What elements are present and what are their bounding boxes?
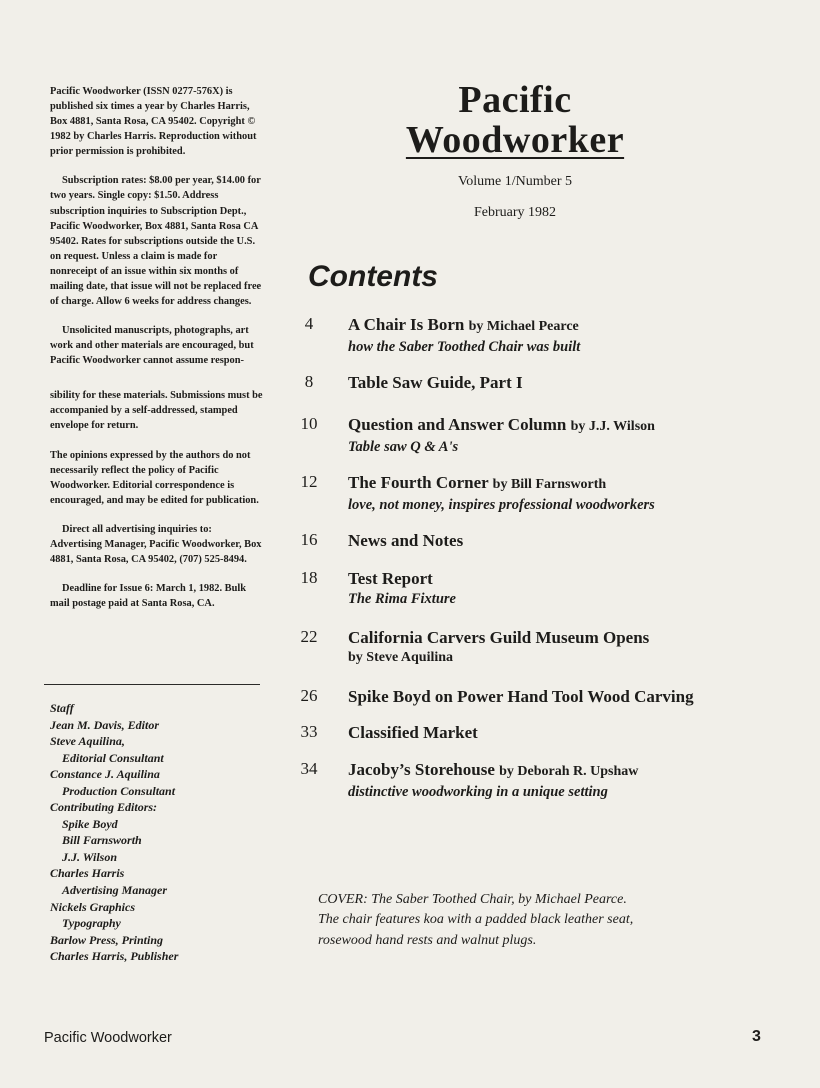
toc-title: The Fourth Corner <box>348 473 489 492</box>
divider-line <box>44 684 260 685</box>
toc-title: News and Notes <box>348 531 464 550</box>
staff-line: J.J. Wilson <box>62 849 118 864</box>
staff-line: Editorial Consultant <box>62 750 164 765</box>
toc-subtitle: how the Saber Toothed Chair was built <box>348 339 581 355</box>
staff-line: Steve Aquilina, <box>50 734 125 749</box>
toc-title: Question and Answer Column <box>348 415 567 434</box>
toc-page-number: 12 <box>300 472 318 491</box>
cover-caption: COVER: The Saber Toothed Chair, by Michael Pearce. The chair features koa with a padded black leather seat, rosewood hand rests and walnut plugs. <box>318 892 634 948</box>
toc-page-number: 22 <box>300 627 318 646</box>
toc-title: A Chair Is Born <box>348 315 465 334</box>
staff-line: Charles Harris, Publisher <box>50 949 179 964</box>
staff-line: Spike Boyd <box>62 816 118 831</box>
toc-page-number: 8 <box>304 372 314 391</box>
info-paragraph: Deadline for Issue 6: March 1, 1982. Bulk mail postage paid at Santa Rosa, CA. <box>50 583 247 610</box>
staff-line: Contributing Editors: <box>50 800 158 815</box>
staff-line: Production Consultant <box>62 783 176 798</box>
toc-title: Classified Market <box>348 723 478 742</box>
toc-subtitle: distinctive woodworking in a unique setting <box>348 784 608 800</box>
toc-subtitle: love, not money, inspires professional woodworkers <box>348 497 655 513</box>
masthead-logo <box>365 80 665 160</box>
toc-byline: by Steve Aquilina <box>348 650 454 665</box>
issue-volume: Volume 1/Number 5 <box>457 174 573 189</box>
staff-list <box>50 700 270 965</box>
toc-byline: by Michael Pearce <box>468 319 579 334</box>
toc-page-number: 18 <box>300 568 318 587</box>
toc-byline: by Bill Farnsworth <box>492 477 607 492</box>
toc-page-number: 10 <box>300 414 318 433</box>
toc-page-number: 33 <box>300 722 318 741</box>
toc-page-number: 34 <box>300 759 318 778</box>
contents-heading: Contents <box>308 260 438 293</box>
toc-title: Table Saw Guide, Part I <box>348 373 523 392</box>
toc-page-number: 16 <box>300 530 318 549</box>
toc-page-number: 4 <box>304 314 314 333</box>
staff-line: Advertising Manager <box>62 883 168 898</box>
toc-title: Spike Boyd on Power Hand Tool Wood Carving <box>348 687 694 706</box>
issue-date: February 1982 <box>473 205 557 220</box>
publication-info <box>50 84 265 625</box>
staff-line: Barlow Press, Printing <box>50 932 164 947</box>
masthead-line-2: Woodworker <box>405 119 625 161</box>
toc-title: Jacoby’s Storehouse <box>348 760 495 779</box>
toc-page-number: 26 <box>300 686 318 705</box>
toc-subtitle: Table saw Q & A's <box>348 439 459 455</box>
staff-line: Typography <box>62 916 121 931</box>
info-paragraph: Subscription rates: $8.00 per year, $14.00 for two years. Single copy: $1.50. Address subscription inquiries to Subscription Dept., Pacific Woodworker, Box 4881, Santa Rosa CA 95402. Rates for subscriptions outside the U.S. on request. Unless a claim is made for nonreceipt of an issue within six months of mailing date, that issue will not be replaced free of charge. Allow 6 weeks for address changes. <box>50 175 262 308</box>
staff-line: Charles Harris <box>50 866 125 881</box>
toc-title: California Carvers Guild Museum Opens <box>348 628 650 647</box>
masthead-line-1: Pacific <box>458 79 572 121</box>
info-paragraph: Pacific Woodworker (ISSN 0277-576X) is published six times a year by Charles Harris, Box 4881, Santa Rosa, CA 95402. Copyright © 1982 by Charles Harris. Reproduction without prior permission is prohibited. <box>50 86 257 158</box>
info-paragraph: sibility for these materials. Submissions must be accompanied by a self-addressed, stamped envelope for return. <box>50 390 263 432</box>
toc-title: Test Report <box>348 569 433 588</box>
staff-line: Jean M. Davis, Editor <box>50 717 160 732</box>
staff-line: Bill Farnsworth <box>62 833 142 848</box>
toc-byline: by J.J. Wilson <box>570 419 655 434</box>
toc-subtitle: The Rima Fixture <box>348 591 456 607</box>
staff-heading: Staff <box>50 701 74 715</box>
info-paragraph: Unsolicited manuscripts, photographs, art work and other materials are encouraged, but Pacific Woodworker cannot assume respon- <box>50 325 254 367</box>
info-paragraph: Direct all advertising inquiries to: Advertising Manager, Pacific Woodworker, Box 4881, Santa Rosa, CA 95402, (707) 525-8494. <box>50 523 262 566</box>
info-paragraph: The opinions expressed by the authors do not necessarily reflect the policy of Pacific Woodworker. Editorial correspondence is encouraged, and may be edited for publication. <box>50 449 259 506</box>
footer-page-number: 3 <box>752 1028 761 1045</box>
staff-line: Constance J. Aquilina <box>50 767 160 782</box>
staff-line: Nickels Graphics <box>50 899 135 914</box>
toc-byline: by Deborah R. Upshaw <box>499 764 639 779</box>
footer-publication: Pacific Woodworker <box>44 1030 172 1046</box>
